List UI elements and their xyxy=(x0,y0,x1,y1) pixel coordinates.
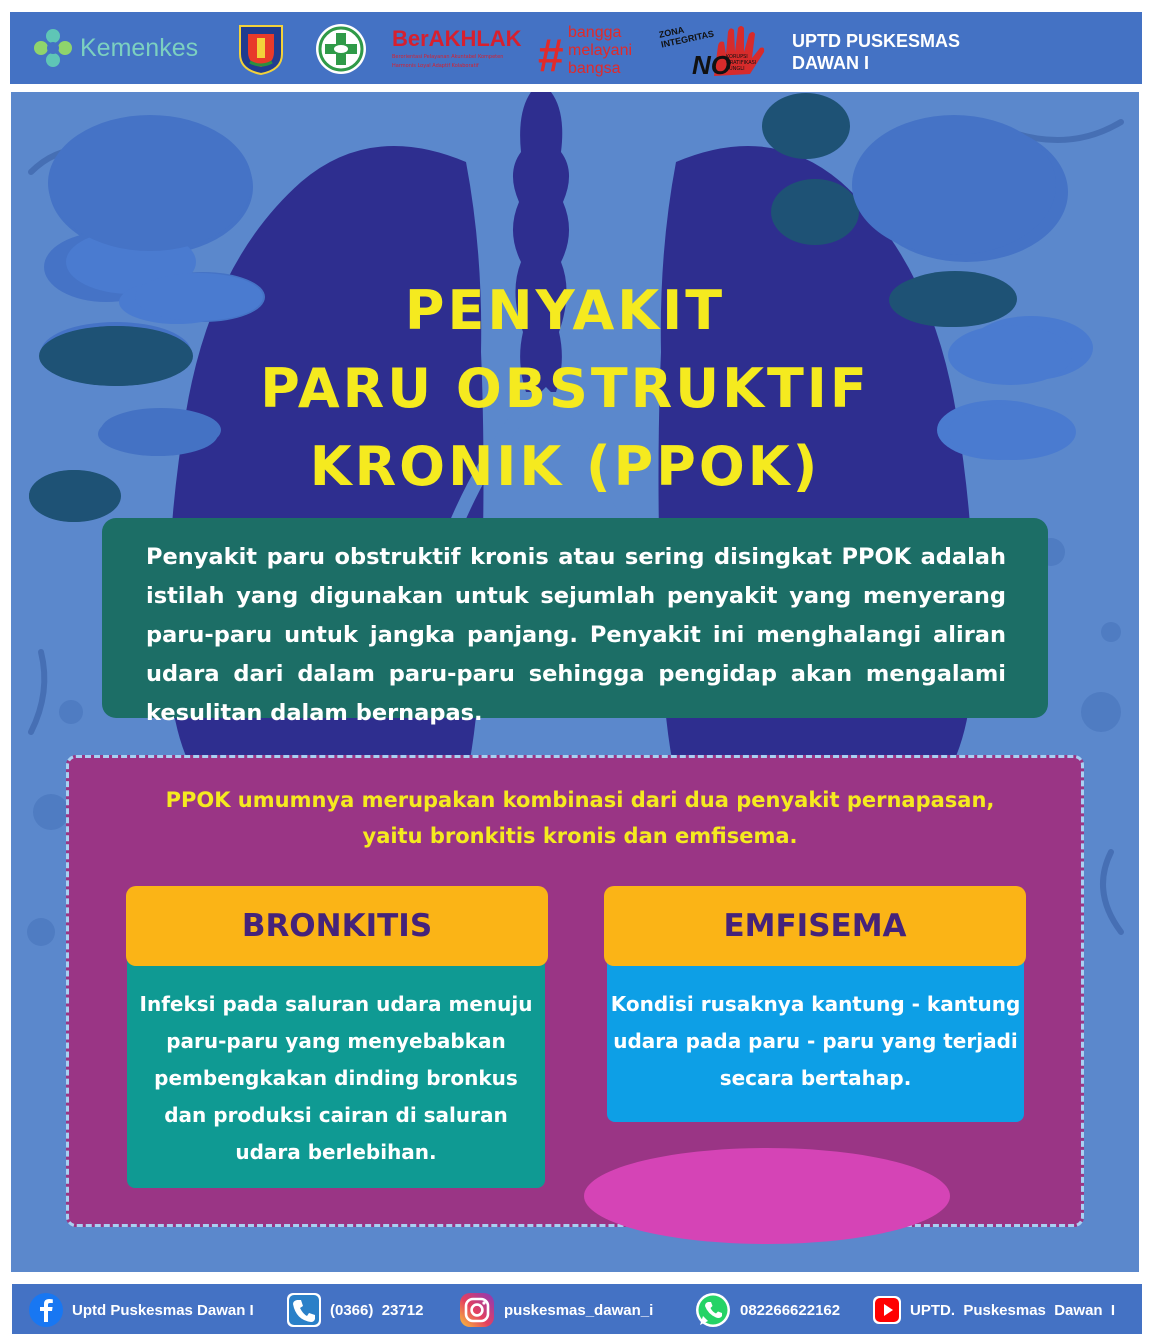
bronkitis-card-title: BRONKITIS xyxy=(126,886,548,966)
zona-subtitle: KORUPSI GRATIFIKASI PUNGLI xyxy=(726,54,757,72)
bronkitis-card-body xyxy=(127,940,545,1188)
bangga-word: melayani xyxy=(568,42,633,59)
facebook-link[interactable] xyxy=(28,1292,254,1328)
emfisema-card-title: EMFISEMA xyxy=(604,886,1026,966)
whatsapp-label: 082266622162 xyxy=(740,1301,841,1319)
intro-line: PPOK umumnya merupakan kombinasi dari dua penyakit pernapasan, xyxy=(165,788,995,812)
bronkitis-line: pembengkakan dinding bronkus xyxy=(154,1066,518,1090)
bangga-word: bangsa xyxy=(568,60,621,77)
title-line: PENYAKIT xyxy=(404,279,726,342)
berakhlak-subtitle-line: Berorientasi Pelayanan Akuntabel Kompeten xyxy=(392,54,504,60)
footer-bar xyxy=(12,1284,1142,1334)
title-line: KRONIK (PPOK) xyxy=(309,435,821,498)
emfisema-card-body xyxy=(607,940,1024,1122)
berakhlak-subtitle-line: Harmonis Loyal Adaptif Kolaboratif xyxy=(392,63,479,69)
instagram-icon xyxy=(458,1291,496,1329)
emfisema-line: udara pada paru - paru yang terjadi xyxy=(613,1029,1018,1053)
berakhlak-title: BerAKHLAK xyxy=(392,26,522,51)
decorative-ellipse xyxy=(584,1148,950,1244)
organization-title-line: UPTD PUSKESMAS xyxy=(792,31,961,51)
organization-title-line: DAWAN I xyxy=(792,53,870,73)
youtube-label: UPTD. Puskesmas Dawan I xyxy=(910,1301,1116,1319)
poster-title xyxy=(0,272,1130,506)
youtube-link[interactable] xyxy=(872,1292,1115,1328)
instagram-link[interactable] xyxy=(458,1292,653,1328)
bronkitis-line: udara berlebihan. xyxy=(235,1140,437,1164)
intro-line: yaitu bronkitis kronis dan emfisema. xyxy=(362,824,798,848)
whatsapp-link[interactable] xyxy=(694,1292,840,1328)
bronkitis-line: Infeksi pada saluran udara menuju xyxy=(139,992,533,1016)
zona-integritas-label: ZONA INTEGRITAS xyxy=(658,24,715,50)
bronkitis-line: paru-paru yang menyebabkan xyxy=(166,1029,506,1053)
whatsapp-icon xyxy=(694,1291,732,1329)
phone-link[interactable] xyxy=(286,1292,423,1328)
instagram-label: puskesmas_dawan_i xyxy=(504,1301,654,1319)
phone-icon xyxy=(286,1292,322,1328)
facebook-icon xyxy=(28,1292,64,1328)
hashtag-icon: # xyxy=(538,29,564,81)
bangga-word: bangga xyxy=(568,24,622,41)
combination-intro xyxy=(150,782,1010,854)
youtube-icon xyxy=(872,1295,902,1325)
kemenkes-logo-text: Kemenkes xyxy=(80,33,199,62)
title-line: PARU OBSTRUKTIF xyxy=(260,357,870,420)
bronkitis-line: dan produksi cairan di saluran xyxy=(164,1103,508,1127)
definition-text: Penyakit paru obstruktif kronis atau sering disingkat PPOK adalah istilah yang digunakan untuk sejumlah penyakit yang menyerang paru-paru untuk jangka panjang. Penyakit ini menghalangi aliran udara dari dalam paru-paru sehingga pengidap akan mengalami kesulitan dalam bernapas. xyxy=(146,544,1006,726)
zona-no-label: NO xyxy=(692,50,731,80)
facebook-label: Uptd Puskesmas Dawan I xyxy=(72,1301,254,1319)
emfisema-line: Kondisi rusaknya kantung - kantung xyxy=(610,992,1021,1016)
emfisema-line: secara bertahap. xyxy=(719,1066,912,1090)
phone-label: (0366) 23712 xyxy=(330,1301,424,1319)
